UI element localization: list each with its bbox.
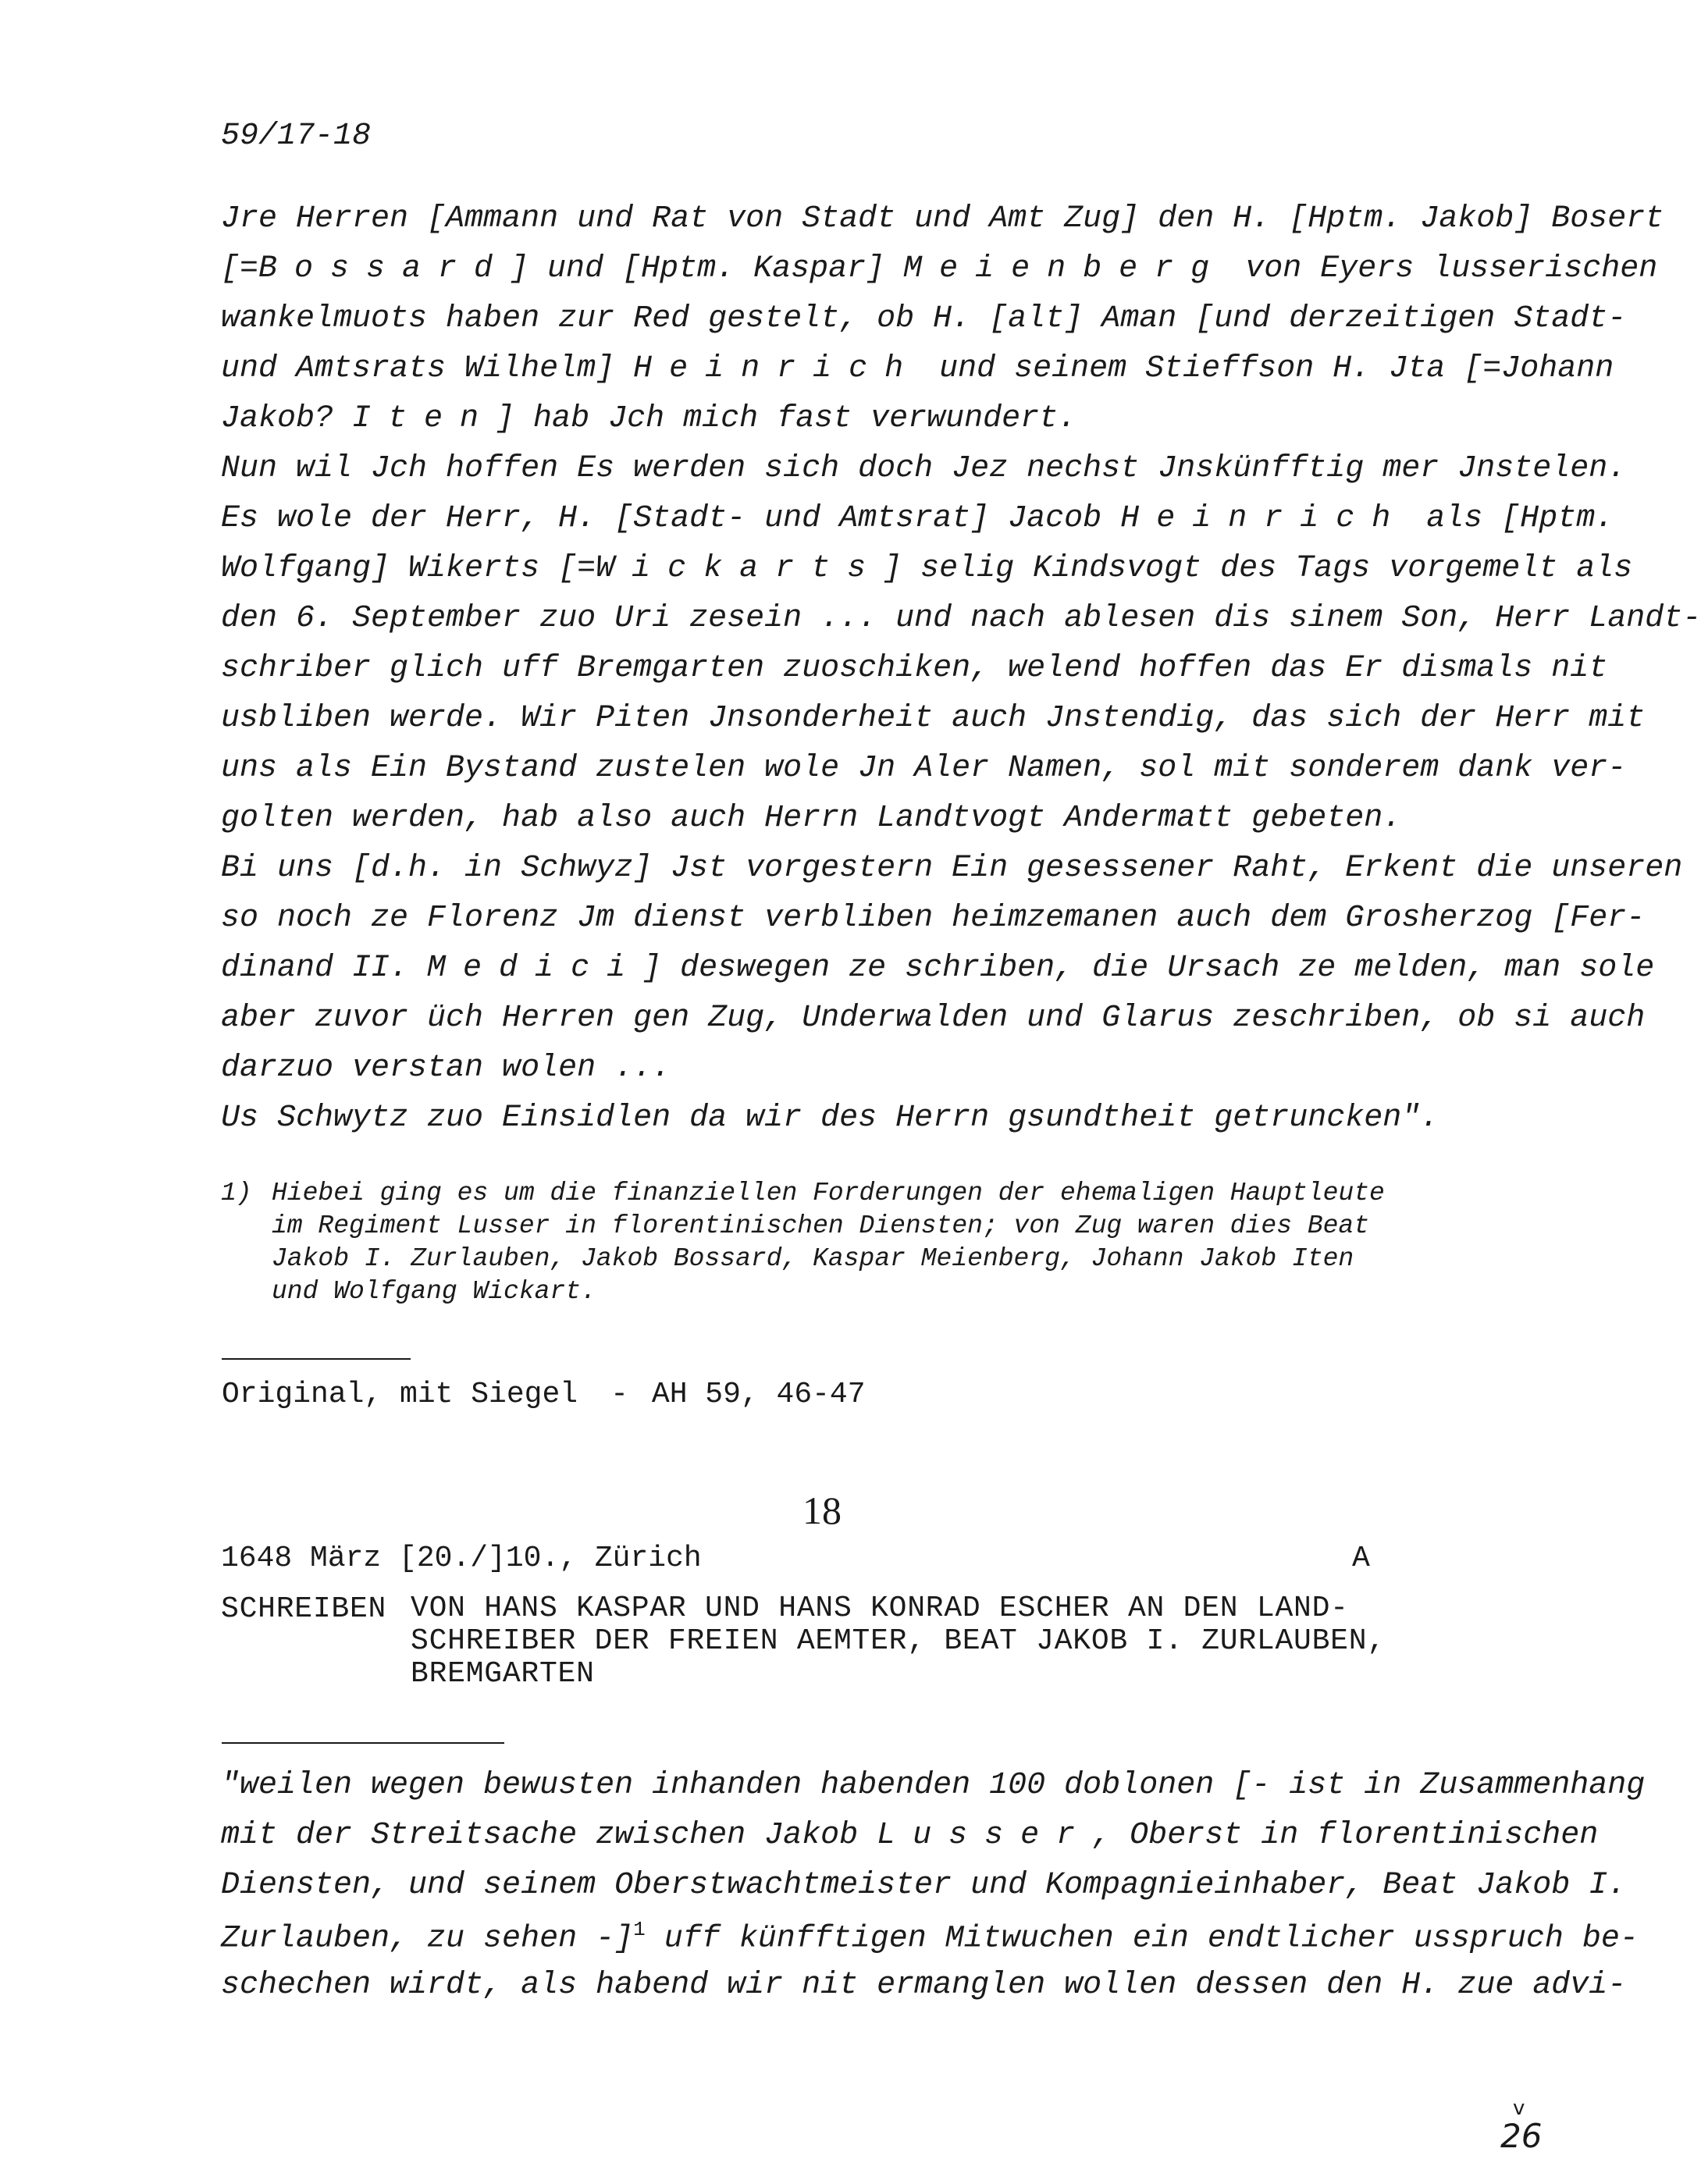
quote2-line: schechen wirdt, als habend wir nit ermanglen wollen dessen den H. zue advi-: [221, 1968, 1627, 2003]
spaced-name: Heinrich: [633, 351, 921, 386]
quote1-line: schriber glich uff Bremgarten zuoschiken, welend hoffen das Er dismals nit: [221, 651, 1608, 686]
entry-title-line: BREMGARTEN: [411, 1657, 595, 1691]
quote1-line: so noch ze Florenz Jm dienst verbliben heimzemanen auch dem Grosherzog [Fer-: [221, 901, 1646, 936]
entry-title-line: VON HANS KASPAR UND HANS KONRAD ESCHER AN DEN LAND-: [411, 1592, 1349, 1625]
spaced-name: Medici: [427, 951, 643, 986]
entry-title-label: SCHREIBEN: [221, 1592, 387, 1626]
spaced-name: Meienberg: [903, 251, 1227, 286]
spaced-name: Lusser: [877, 1818, 1093, 1853]
quote1-line: aber zuvor üch Herren gen Zug, Underwalden und Glarus zeschriben, ob si auch: [221, 1001, 1646, 1036]
quote-block-2: [221, 1768, 1645, 2018]
quote1-line: Wolfgang] Wikerts [=Wickarts] selig Kindsvogt des Tags vorgemelt als: [221, 551, 1633, 586]
quote2-line: mit der Streitsache zwischen Jakob Lusser, Oberst in florentinischen: [221, 1818, 1599, 1853]
entry-date-place: 1648 März [20./]10., Zürich: [221, 1542, 702, 1575]
quote1-line: den 6. September zuo Uri zesein ... und nach ablesen dis sinem Son, Herr Landt-: [221, 601, 1701, 636]
quote1-line: [=Bossard] und [Hptm. Kaspar] Meienberg von Eyers lusserischen: [221, 251, 1658, 286]
quote1-line: Bi uns [d.h. in Schwyz] Jst vorgestern Ein gesessener Raht, Erkent die unseren: [221, 851, 1683, 886]
quote1-line: uns als Ein Bystand zustelen wole Jn Aler Namen, sol mit sonderem dank ver-: [221, 751, 1627, 786]
quote2-line: Zurlauben, zu sehen -]$^1$ uff künfftigen Mitwuchen ein endtlicher usspruch be-: [221, 1918, 1639, 1957]
footnote: [221, 1179, 1385, 1310]
entry-divider: [222, 1742, 504, 1744]
footnote-line: Jakob I. Zurlauben, Jakob Bossard, Kaspar Meienberg, Johann Jakob Iten: [272, 1244, 1354, 1273]
page-check-mark: v: [1513, 2097, 1525, 2120]
spaced-name: Iten: [352, 401, 496, 436]
footnote-line: und Wolfgang Wickart.: [272, 1277, 596, 1306]
entry-grade: A: [1352, 1542, 1370, 1575]
entry-title: [411, 1592, 1386, 1691]
source-reference: AH 59, 46-47: [651, 1378, 866, 1411]
quote1-line: Jre Herren [Ammann und Rat von Stadt und Amt Zug] den H. [Hptm. Jakob] Bosert: [221, 201, 1664, 237]
footnote-line: Hiebei ging es um die finanziellen Forderungen der ehemaligen Hauptleute: [272, 1179, 1385, 1208]
quote-block-1: [221, 201, 1701, 1151]
quote1-line: Nun wil Jch hoffen Es werden sich doch Jez nechst Jnskünfftig mer Jnstelen.: [221, 451, 1627, 486]
entry-title-line: SCHREIBER DER FREIEN AEMTER, BEAT JAKOB I. ZURLAUBEN,: [411, 1624, 1386, 1658]
source-dash: -: [610, 1378, 628, 1411]
spaced-name: Heinrich: [1120, 501, 1408, 536]
note-marker: 1: [633, 1918, 646, 1941]
page-reference: 59/17-18: [221, 119, 372, 154]
footnote-line: im Regiment Lusser in florentinischen Diensten; von Zug waren dies Beat: [272, 1211, 1370, 1240]
quote1-line: golten werden, hab also auch Herrn Landtvogt Andermatt gebeten.: [221, 801, 1402, 836]
source-divider: [222, 1358, 411, 1360]
page-number: 26: [1500, 2117, 1543, 2155]
quote1-line: dinand II. Medici] deswegen ze schriben, die Ursach ze melden, man sole: [221, 951, 1655, 986]
entry-number: 18: [802, 1489, 842, 1532]
quote1-line: wankelmuots haben zur Red gestelt, ob H. [alt] Aman [und derzeitigen Stadt-: [221, 301, 1627, 336]
quote1-line: und Amtsrats Wilhelm] Heinrich und seinem Stieffson H. Jta [=Johann: [221, 351, 1614, 386]
spaced-name: Wickarts: [596, 551, 884, 586]
footnote-marker: 1): [221, 1179, 252, 1208]
source-line: [222, 1378, 866, 1411]
quote2-line: "weilen wegen bewusten inhanden habenden 100 doblonen [- ist in Zusammenhang: [221, 1768, 1646, 1803]
spaced-name: Bossard: [258, 251, 511, 286]
quote1-line: Jakob? Iten] hab Jch mich fast verwundert.: [221, 401, 1077, 436]
source-text: Original, mit Siegel: [222, 1378, 578, 1411]
quote2-line: Diensten, und seinem Oberstwachtmeister und Kompagnieinhaber, Beat Jakob I.: [221, 1868, 1627, 1903]
quote1-line: usbliben werde. Wir Piten Jnsonderheit auch Jnstendig, das sich der Herr mit: [221, 701, 1646, 736]
quote1-line: Us Schwytz zuo Einsidlen da wir des Herrn gsundtheit getruncken".: [221, 1101, 1439, 1136]
quote1-line: darzuo verstan wolen ...: [221, 1051, 671, 1086]
quote1-line: Es wole der Herr, H. [Stadt- und Amtsrat] Jacob Heinrich als [Hptm.: [221, 501, 1614, 536]
